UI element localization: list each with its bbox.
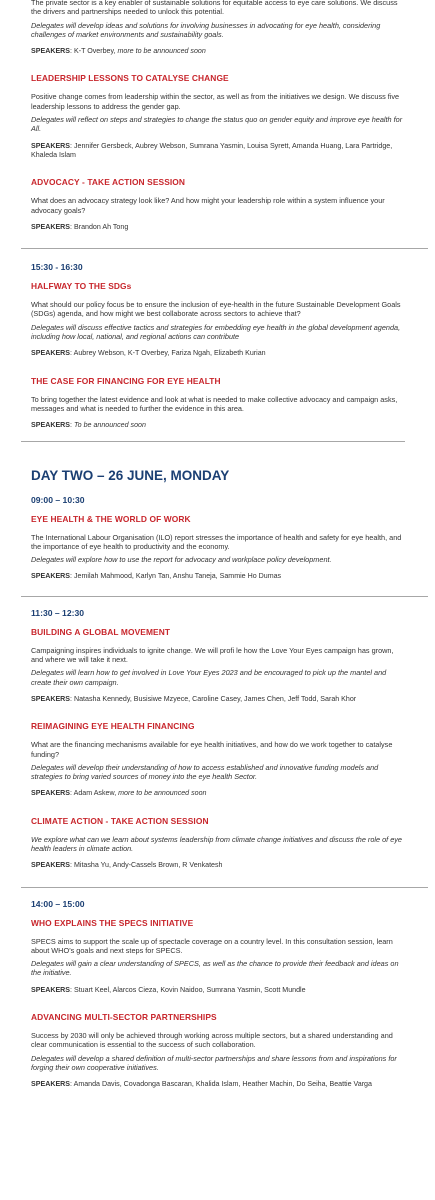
speakers-label: SPEAKERS	[31, 47, 71, 56]
speakers-tba: To be announced soon	[73, 421, 146, 430]
speakers-list: : K-T Overbey,	[70, 47, 118, 56]
session-description: To bring together the latest evidence and look at what is needed to make collective advocacy and campaign asks, messages and what is needed to further the evidence in this area.	[31, 394, 398, 413]
speakers-label: SPEAKERS	[31, 694, 71, 703]
session-title: REIMAGINING EYE HEALTH FINANCING	[31, 721, 195, 732]
session-speakers	[31, 861, 407, 870]
session-description: What should our policy focus be to ensure the inclusion of eye-health in the future Sustainable Development Goals (SDGs) agenda, and how might we best collaborate across sectors to achieve that?	[31, 300, 401, 319]
speakers-list: : Jemilah Mahmood, Karlyn Tan, Anshu Taneja, Sammie Ho Dumas	[70, 572, 282, 581]
session-description: The private sector is a key enabler of sustainable solutions for equitable access to eye care solutions. We discuss the drivers and partnerships needed to unlock this potential.	[31, 0, 398, 17]
speakers-list: : Amanda Davis, Covadonga Bascaran, Khalida Islam, Heather Machin, Do Seiha, Beattie Varga	[70, 1080, 372, 1089]
session-speakers	[31, 142, 407, 161]
session-description: We explore what can we learn about systems leadership from climate change initiatives and discuss the role of eye health leaders in climate action.	[31, 834, 402, 853]
session-speakers	[31, 695, 427, 704]
speakers-list: : Jennifer Gersbeck, Aubrey Webson, Sumrana Yasmin, Louisa Syrett, Amanda Huang, Lara Partridge, Khaleda Islam	[31, 141, 393, 159]
speakers-label: SPEAKERS	[31, 861, 71, 870]
session-speakers	[31, 789, 407, 798]
speakers-label: SPEAKERS	[31, 349, 71, 358]
speakers-list: : Natasha Kennedy, Busisiwe Mzyece, Caroline Casey, James Chen, Jeff Todd, Sarah Khor	[70, 694, 357, 703]
session-speakers	[31, 223, 407, 232]
session-speakers	[31, 421, 407, 430]
session-financing-case	[31, 376, 407, 431]
session-title: LEADERSHIP LESSONS TO CATALYSE CHANGE	[31, 73, 229, 84]
session-speakers	[31, 986, 407, 995]
session-description: Positive change comes from leadership within the sector, as well as from the initiatives we design. We discuss five leadership lessons to address the gender gap.	[31, 92, 400, 111]
session-title: EYE HEALTH & THE WORLD OF WORK	[31, 513, 191, 524]
session-multi-sector	[31, 1012, 407, 1089]
time-slot: 11:30 – 12:30	[31, 607, 85, 618]
speakers-label: SPEAKERS	[31, 141, 71, 150]
session-speakers	[31, 349, 407, 358]
session-speakers	[31, 1080, 407, 1089]
session-delegates-outcome: Delegates will develop their understanding of how to access established and innovative funding models and strategies to bring varied sources of money into the eye health Sector.	[31, 762, 379, 782]
time-slot: 09:00 – 10:30	[31, 494, 85, 505]
speakers-list: : Mitasha Yu, Andy-Cassels Brown, R Venkatesh	[70, 861, 223, 870]
session-delegates-outcome: Delegates will develop ideas and solutions for involving businesses in advocating for eye health, considering challenges of market environments and sustainability goals.	[31, 20, 381, 39]
session-delegates-outcome: Delegates will reflect on steps and strategies to change the status quo on gender equity and improve eye health for All.	[31, 115, 403, 134]
session-private-sector	[31, 0, 407, 56]
session-global-movement	[31, 627, 407, 704]
speakers-list: : Adam Askew,	[70, 789, 119, 798]
day-heading: DAY TWO – 26 JUNE, MONDAY	[31, 467, 230, 483]
session-title: BUILDING A GLOBAL MOVEMENT	[31, 626, 171, 637]
session-climate-action	[31, 816, 407, 871]
session-delegates-outcome: Delegates will develop a shared definition of multi-sector partnerships and share lessons from and inspirations for forging their own cooperative initiatives.	[31, 1053, 397, 1072]
session-advocacy	[31, 177, 407, 232]
speakers-tba: more to be announced soon	[118, 789, 207, 798]
session-description: Campaigning inspires individuals to ignite change. We will profi le how the Love Your Eyes campaign has grown, and where we will take it next.	[31, 645, 394, 665]
speakers-label: SPEAKERS	[31, 789, 71, 798]
session-speakers	[31, 47, 407, 56]
session-leadership-lessons	[31, 73, 407, 160]
speakers-tba: more to be announced soon	[117, 47, 206, 56]
session-who-specs	[31, 918, 407, 995]
session-description: The International Labour Organisation (ILO) report stresses the importance of health and safety for eye health, and the importance of eye health to productivity and the economy.	[31, 532, 402, 551]
speakers-label: SPEAKERS	[31, 985, 71, 994]
session-world-of-work	[31, 514, 407, 582]
speakers-list: : Aubrey Webson, K-T Overbey, Fariza Ngah, Elizabeth Kurian	[70, 349, 266, 358]
speakers-list: : Stuart Keel, Alarcos Cieza, Kovin Naidoo, Sumrana Yasmin, Scott Mundle	[70, 985, 306, 994]
session-title: WHO EXPLAINS THE SPECS INITIATIVE	[31, 917, 194, 928]
session-title: THE CASE FOR FINANCING FOR EYE HEALTH	[31, 375, 221, 386]
speakers-list: : Brandon Ah Tong	[70, 222, 129, 231]
speakers-label: SPEAKERS	[31, 1080, 71, 1089]
speakers-label: SPEAKERS	[31, 222, 71, 231]
session-description: What are the financing mechanisms available for eye health initiatives, and how do we work together to catalyse funding?	[31, 740, 393, 759]
session-reimagining-financing	[31, 721, 407, 798]
session-title: HALFWAY TO THE SDGs	[31, 281, 132, 292]
session-halfway-sdgs	[31, 281, 407, 358]
session-title: CLIMATE ACTION - TAKE ACTION SESSION	[31, 815, 209, 826]
speakers-label: SPEAKERS	[31, 572, 71, 581]
speakers-list: :	[70, 421, 74, 430]
session-speakers	[31, 572, 407, 581]
session-delegates-outcome: Delegates will discuss effective tactics and strategies for embedding eye health in the global development agenda, including how local, national, and regional actions can contribute	[31, 322, 401, 342]
session-description: SPECS aims to support the scale up of spectacle coverage on a country level. In this consultation session, learn about WHO’s goals and next steps for SPECS.	[31, 936, 393, 955]
session-delegates-outcome: Delegates will explore how to use the report for advocacy and workplace policy development.	[31, 555, 332, 565]
time-slot: 14:00 – 15:00	[31, 898, 85, 909]
speakers-label: SPEAKERS	[31, 421, 71, 430]
time-slot: 15:30 - 16:30	[31, 262, 83, 273]
session-description: Success by 2030 will only be achieved through working across multiple sectors, but a shared understanding and clear communication is essential to the success of such collaboration.	[31, 1031, 393, 1050]
session-title: ADVANCING MULTI-SECTOR PARTNERSHIPS	[31, 1012, 217, 1023]
session-delegates-outcome: Delegates will learn how to get involved in Love Your Eyes 2023 and be encouraged to pick up the mantel and create their own campaign.	[31, 668, 387, 687]
session-title: ADVOCACY - TAKE ACTION SESSION	[31, 177, 186, 188]
session-delegates-outcome: Delegates will gain a clear understanding of SPECS, as well as the chance to provide their feedback and ideas on the initiative.	[31, 959, 399, 978]
session-description: What does an advocacy strategy look like? And how might your leadership role within a system influence your advocacy goals?	[31, 196, 385, 215]
